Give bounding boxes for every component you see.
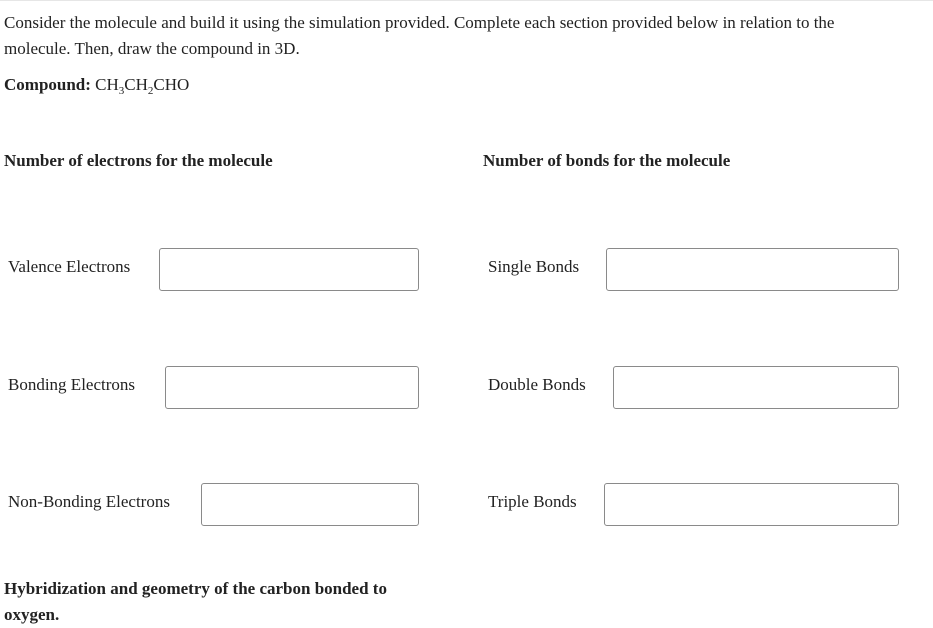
single-bonds-label: Single Bonds [488,257,580,276]
electrons-section-title: Number of electrons for the molecule [4,151,273,170]
valence-electrons-label: Valence Electrons [8,257,131,276]
compound-formula: $CH_3CH_2CHO$ [95,75,190,97]
double-bonds-input[interactable] [613,366,899,409]
instructions-text: Consider the molecule and build it using the simulation provided. Complete each section provided below in relation to the molecule. Then, draw the compound in 3D. [4,13,835,58]
bonding-electrons-label: Bonding Electrons [8,375,136,394]
double-bonds-label: Double Bonds [488,375,586,394]
valence-electrons-input[interactable] [159,248,419,291]
compound-label: Compound: [4,75,91,94]
bonding-electrons-input[interactable] [165,366,419,409]
top-divider [0,0,933,1]
compound-line [4,73,189,97]
hybridization-section-title: Hybridization and geometry of the carbon bonded to oxygen. [4,579,387,624]
triple-bonds-label: Triple Bonds [488,492,577,511]
non-bonding-electrons-label: Non-Bonding Electrons [8,492,170,511]
triple-bonds-input[interactable] [604,483,899,526]
single-bonds-input[interactable] [606,248,899,291]
bonds-section-title: Number of bonds for the molecule [483,151,731,170]
non-bonding-electrons-input[interactable] [201,483,419,526]
